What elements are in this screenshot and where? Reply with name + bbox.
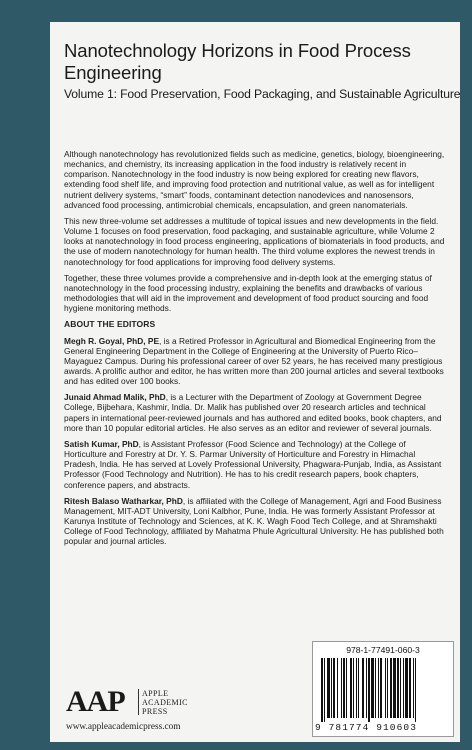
barcode-bar <box>400 658 401 718</box>
barcode-bar <box>353 658 354 718</box>
editor-bio-4 <box>64 496 449 547</box>
barcode-bar <box>341 658 342 718</box>
barcode-bar <box>324 658 325 722</box>
barcode-bar <box>358 658 359 718</box>
logo-divider <box>138 689 139 715</box>
description-paragraph-2: This new three-volume set addresses a multitude of topical issues and new developments in the field. Volume 1 focuses on food preservation, food packaging, and sustainable agriculture, while Volume 2 looks at nanotechnology in food process engineering, applications of biomaterials in food products, and the use of modern nanotechnology for human health. The third volume explores the newest trends in nanotechnology for food applications for improving food delivery systems. <box>64 215 445 267</box>
isbn-barcode-box <box>312 641 454 737</box>
barcode-bar <box>375 658 376 718</box>
publisher-website: www.appleacademicpress.com <box>66 722 181 732</box>
barcode-bar <box>366 658 367 718</box>
about-editors-heading: ABOUT THE EDITORS <box>64 319 156 330</box>
publisher-logo <box>66 685 266 730</box>
barcode-bar <box>368 658 370 722</box>
publisher-name-line-1: APPLE <box>142 689 169 698</box>
editor-bio-2 <box>64 392 449 433</box>
editor-bio-text-4: , is affiliated with the College of Management, Agri and Food Business Management, MIT-ADT University, Loni Kalbhor, Pune, India. He was formerly Assistant Professor at Karunya Institute of Technology and Sciences, at K. K. Wagh Food Tech College, and at Shramshakti College of Food Technology, affiliated by Mahatma Phule Agricultural University. He has published both popular and journal articles. <box>64 495 444 547</box>
barcode-bar <box>346 658 347 718</box>
editor-name-3: Satish Kumar, PhD <box>64 438 139 449</box>
barcode-bar <box>403 658 404 718</box>
title-block <box>64 40 461 102</box>
content-panel <box>50 22 460 742</box>
publisher-name-line-3: PRESS <box>142 707 168 716</box>
book-title: Nanotechnology Horizons in Food Process Engineering <box>64 40 411 83</box>
barcode-icon <box>319 658 447 722</box>
barcode-bar <box>393 658 396 718</box>
barcode-bar <box>337 658 338 718</box>
publisher-name <box>142 689 188 716</box>
barcode-bar <box>356 658 357 718</box>
editor-name-2: Junaid Ahmad Malik, PhD <box>64 392 166 403</box>
barcode-bar <box>343 658 345 718</box>
barcode-bar <box>331 658 332 718</box>
editor-bio-text-2: , is a Lecturer with the Department of Zoology at Government Degree College, Bijbehara, Kashmir, India. Dr. Malik has published over 20 research articles and technical papers in international peer-reviewed journals and has authored and edited books, book chapters, and more than 10 popular editorial articles. He also serves as an editor and reviewer of several journals. <box>64 392 442 433</box>
isbn-number: 978-1-77491-060-3 <box>346 645 420 655</box>
barcode-bar <box>397 658 399 718</box>
editor-bio-text-3: , is Assistant Professor (Food Science and Technology) at the College of Horticulture and Forestry at Dr. Y. S. Parmar University of Horticulture and Forestry in Himachal Pradesh, India. He has served at Lovely Professional University, Phagwara-Punjab, India, as Assistant Professor (Food Technology and Nutrition). He has to his credit research papers, book chapters, conference papers, and abstracts. <box>64 438 442 490</box>
description-body <box>64 149 449 552</box>
editor-bio-3 <box>64 439 449 490</box>
editor-name-4: Ritesh Balaso Watharkar, PhD <box>64 495 183 506</box>
barcode-bar <box>333 658 335 718</box>
barcode-bar <box>321 658 323 722</box>
editor-bio-text-1: , is a Retired Professor in Agricultural and Biomedical Engineering from the General Engineering Department in the College of Engineering at the University of Puerto Rico–Mayaguez Campus. During his professional career of over 52 years, he has received many prestigious awards. A prolific author and editor, he has written more than 200 journal articles and several textbooks and has edited over 100 books. <box>64 335 444 387</box>
barcode-bar <box>380 658 382 718</box>
barcode-bar <box>385 658 386 718</box>
publisher-name-line-2: ACADEMIC <box>142 698 188 707</box>
barcode-digits: 9 781774 910603 <box>315 722 418 733</box>
book-subtitle: Volume 1: Food Preservation, Food Packaging, and Sustainable Agriculture <box>64 87 461 101</box>
description-paragraph-3: Together, these three volumes provide a comprehensive and in-depth look at the emerging status of nanotechnology in the food processing industry, explaining the benefits and drawbacks of various methodologies that will aid in the improvement and development of food product sourcing and food hygiene monitoring methods. <box>64 272 432 314</box>
barcode-bar <box>390 658 392 718</box>
barcode-bar <box>350 658 352 718</box>
barcode-bar <box>327 658 330 718</box>
barcode-bar <box>413 658 414 718</box>
barcode-bar <box>409 658 411 718</box>
barcode-bar <box>362 658 364 718</box>
description-paragraph-1: Although nanotechnology has revolutionized fields such as medicine, genetics, biology, bioengineering, mechanics, and chemistry, its increasing application in the food industry is relatively recent in comparison. Nanotechnology in the food industry is now being explored for creating new flavors, extending food shelf life, and improving food protection and nutritional value, as well as for intelligent nutrient delivery systems, “smart” foods, contaminant detection nanodevices and nanosensors, advanced food processing, antimicrobial chemicals, encapsulation, and green nanomaterials. <box>64 149 445 210</box>
barcode-bar <box>415 658 416 722</box>
barcode-bar <box>378 658 379 718</box>
barcode-bar <box>405 658 408 718</box>
editor-name-1: Megh R. Goyal, PhD, PE <box>64 335 160 346</box>
aap-logo-letters: AAP <box>66 685 125 718</box>
editor-bio-1 <box>64 336 449 387</box>
barcode-bar <box>371 658 374 718</box>
barcode-bar <box>387 658 388 718</box>
